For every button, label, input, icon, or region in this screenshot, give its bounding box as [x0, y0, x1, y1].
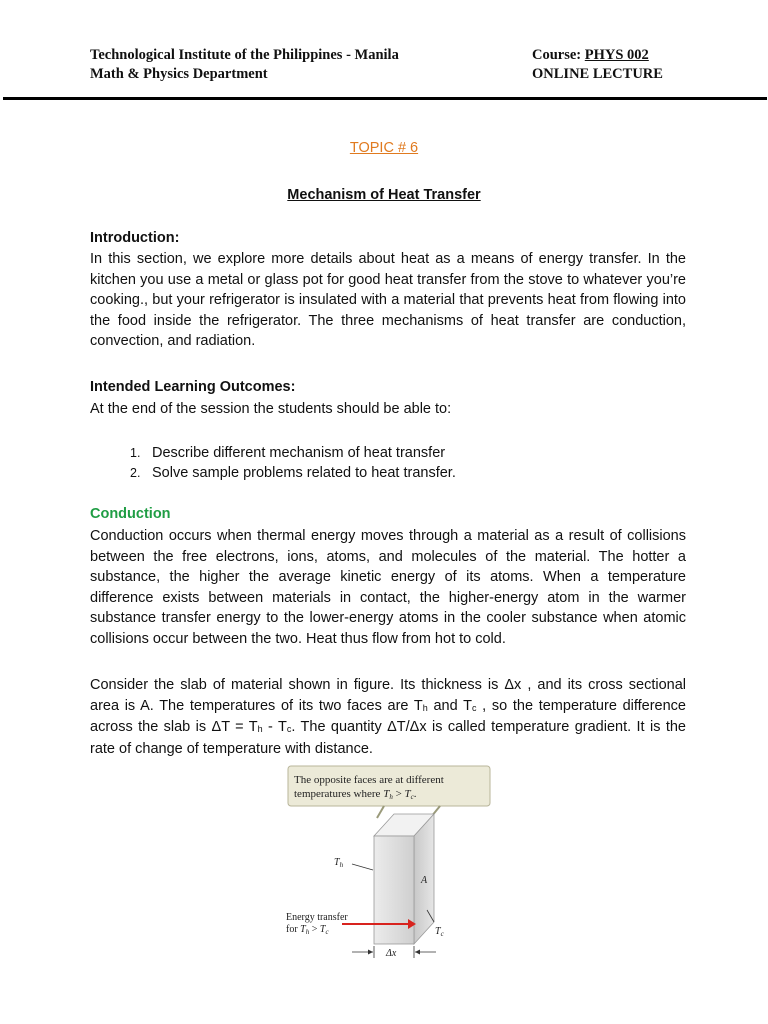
label-th-pointer — [352, 864, 373, 870]
para2-text: and T — [427, 697, 472, 714]
para2-text: . The quantity ΔT/Δx is called temperature gradient. It is the rate of change of temperature with distance. — [90, 719, 686, 757]
label-area: A — [421, 875, 428, 886]
course-line — [532, 46, 663, 65]
conduction-heading: Conduction — [90, 506, 171, 522]
topic-number: TOPIC # 6 — [349, 140, 419, 156]
department-name: Math & Physics Department — [90, 66, 268, 82]
list-item-text: Solve sample problems related to heat transfer. — [152, 464, 456, 481]
outcomes-heading: Intended Learning Outcomes: — [90, 379, 296, 395]
course-label: Course: — [532, 47, 585, 63]
caption-line-1: The opposite faces are at different — [294, 774, 444, 786]
label-tc: $T_c$ — [435, 926, 444, 938]
list-item-text: Describe different mechanism of heat transfer — [152, 445, 446, 461]
list-item-number: 2. — [130, 465, 141, 480]
caption-pointer-left — [377, 806, 384, 818]
lecture-type: ONLINE LECTURE — [532, 66, 663, 82]
energy-label-line-2: for $T_h > T_c$ — [286, 924, 329, 936]
introduction-heading: Introduction: — [90, 230, 180, 246]
para2-sub: c — [471, 702, 477, 713]
thickness-label: Δx — [386, 948, 397, 959]
list-item-number: 1. — [130, 446, 141, 460]
caption-line-2: temperatures where Th > Tc. — [294, 788, 417, 801]
para2-text: - T — [262, 719, 287, 735]
para2-text: Consider the slab of material shown in figure. Its thickness is Δx , and its cross sectional area is A. The temperatures of its two faces are T — [90, 677, 686, 714]
list-item — [130, 444, 456, 464]
conduction-paragraph-2 — [90, 675, 686, 759]
label-th: $T_h$ — [334, 857, 344, 869]
introduction-body: In this section, we explore more details about heat as a means of energy transfer. In the kitchen you use a metal or glass pot for good heat transfer from the stove to whatever you’re cooking., but your refrigerator is insulated with a material that prevents heat from flowing into the food inside the refrigerator. The three mechanisms of heat transfer are conduction, convection, and radiation. — [90, 251, 686, 349]
thickness-arrowhead-left — [368, 950, 373, 955]
slab-figure — [282, 762, 492, 962]
para2-sub: c — [286, 724, 292, 734]
header-right — [532, 46, 663, 84]
para2-text: , so the temperature difference across the slab is ΔT = T — [90, 697, 686, 735]
institute-name: Technological Institute of the Philippines - Manila — [90, 47, 399, 63]
course-code: PHYS 002 — [584, 47, 649, 63]
page-title: Mechanism of Heat Transfer — [287, 187, 481, 203]
thickness-arrowhead-right — [415, 950, 420, 955]
energy-label-line-1: Energy transfer — [286, 912, 348, 923]
header-left — [90, 46, 399, 84]
list-item — [130, 464, 456, 484]
para2-sub: h — [422, 702, 428, 713]
conduction-paragraph-1: Conduction occurs when thermal energy moves through a material as a result of collisions between the free electrons, ions, atoms, and molecules of the material. The hotter a substance, the higher the average kinetic energy of its atoms. When a temperature difference exists between materials in contact, the higher-energy atom in the warmer substance transfer energy to the lower-energy atoms in the cooler substance when atomic collisions occur between the two. Heat thus flow from hot to cold. — [90, 528, 686, 647]
outcomes-lead: At the end of the session the students should be able to: — [90, 401, 452, 417]
outcomes-list — [130, 444, 456, 483]
header-divider — [3, 97, 767, 100]
para2-sub: h — [257, 724, 263, 734]
